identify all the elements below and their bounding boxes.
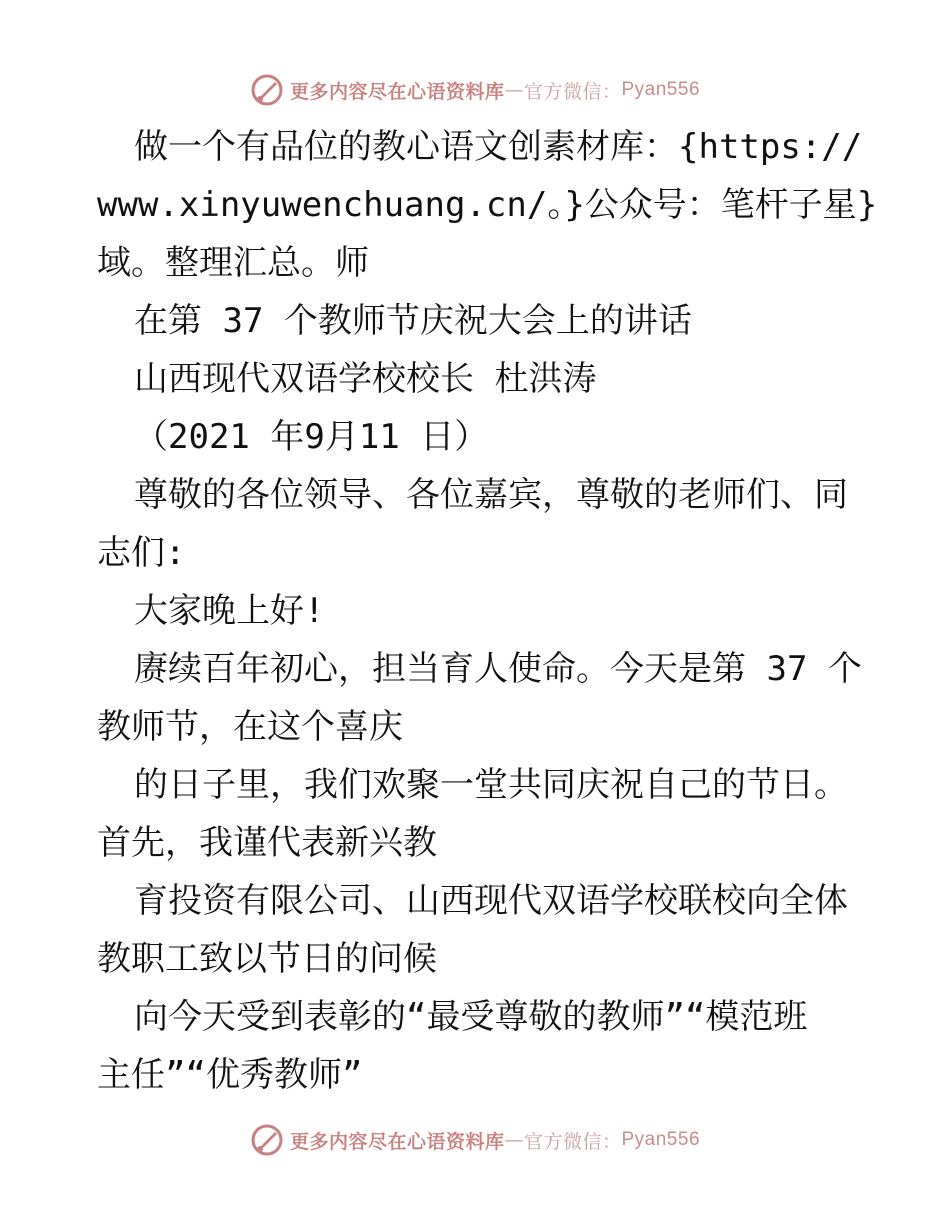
- text-line: 做一个有品位的教心语文创素材库：{https://: [134, 127, 863, 167]
- text-line: 育投资有限公司、山西现代双语学校联校向全体: [134, 881, 848, 921]
- text-line: www.xinyuwenchuang.cn/。}公众号：笔杆子星}: [97, 185, 878, 225]
- banner-dash: —: [504, 1129, 524, 1151]
- text-line: 大家晚上好!: [134, 591, 325, 631]
- text-line: 志们:: [97, 533, 186, 573]
- banner-wechat-id: Pyan556: [621, 79, 701, 100]
- banner-sub-text: 官方微信：: [523, 1130, 622, 1153]
- banner-main-text: 更多内容尽在心语资料库: [289, 80, 505, 103]
- text-line: 在第 37 个教师节庆祝大会上的讲话: [134, 301, 692, 341]
- text-line: 主任”“优秀教师”: [97, 1055, 363, 1095]
- text-line: 向今天受到表彰的“最受尊敬的教师”“模范班: [134, 997, 808, 1037]
- quill-logo-icon: [250, 1123, 284, 1157]
- text-line: 首先，我谨代表新兴教: [97, 823, 437, 863]
- banner-wechat-id: Pyan556: [621, 1129, 701, 1150]
- text-line: （2021 年9月11 日）: [134, 417, 489, 457]
- text-line: 教师节，在这个喜庆: [97, 707, 403, 747]
- text-line: 域。整理汇总。师: [97, 243, 369, 283]
- banner-dash: —: [504, 79, 524, 101]
- banner-sub-text: 官方微信：: [523, 80, 622, 103]
- text-line: 山西现代双语学校校长 杜洪涛: [134, 359, 597, 399]
- watermark-banner-bottom: [0, 1120, 950, 1160]
- text-line: 赓续百年初心，担当育人使命。今天是第 37 个: [134, 649, 862, 689]
- quill-logo-icon: [250, 73, 284, 107]
- text-line: 教职工致以节日的问候: [97, 939, 437, 979]
- document-body: [97, 118, 878, 1104]
- text-line: 的日子里，我们欢聚一堂共同庆祝自己的节日。: [134, 765, 848, 805]
- watermark-banner-top: [0, 70, 950, 110]
- banner-main-text: 更多内容尽在心语资料库: [289, 1130, 505, 1153]
- text-line: 尊敬的各位领导、各位嘉宾，尊敬的老师们、同: [134, 475, 848, 515]
